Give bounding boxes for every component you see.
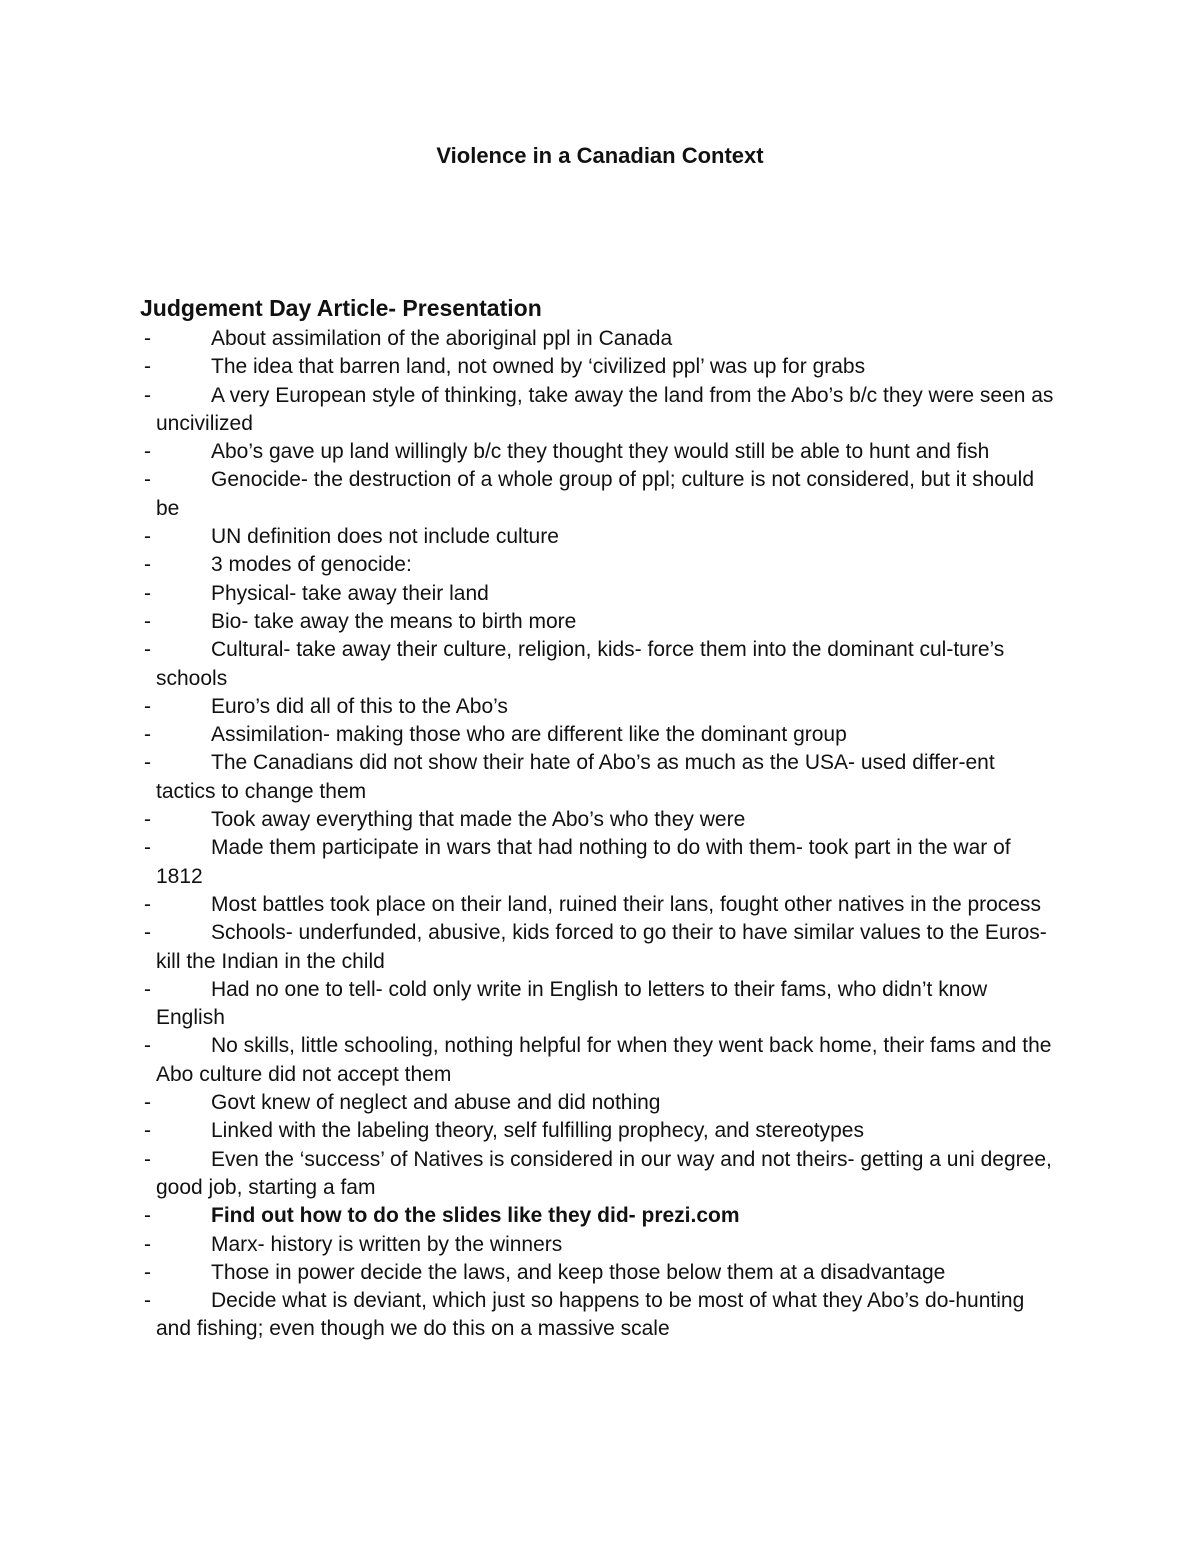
- bullet-dash: -: [144, 1289, 151, 1313]
- bullet-text: Even the ‘success’ of Natives is considered in our way and not theirs- getting a uni degree, good job, starting a fam: [156, 1147, 1052, 1199]
- bullet-text: The idea that barren land, not owned by ‘civilized ppl’ was up for grabs: [211, 355, 866, 379]
- bullet-text: Physical- take away their land: [211, 581, 489, 605]
- bullet-text: Decide what is deviant, which just so happens to be most of what they Abo’s do-hunting and fishing; even though we do this on a massive scale: [156, 1289, 1025, 1341]
- bullet-text: Most battles took place on their land, ruined their lans, fought other natives in the process: [211, 892, 1041, 916]
- bullet-text: Had no one to tell- cold only write in English to letters to their fams, who didn’t know English: [156, 977, 988, 1030]
- document-title: Violence in a Canadian Context: [436, 143, 764, 168]
- bullet-dash: -: [144, 609, 151, 633]
- bullet-item: [140, 523, 1060, 551]
- bullet-item: [140, 919, 1060, 976]
- bullet-item: [140, 1032, 1060, 1089]
- bullet-text: Find out how to do the slides like they did- prezi.com: [211, 1204, 740, 1228]
- bullet-dash: -: [144, 1119, 151, 1143]
- bullet-text: Assimilation- making those who are different like the dominant group: [211, 723, 847, 747]
- bullet-text: Linked with the labeling theory, self fulfilling prophecy, and stereotypes: [211, 1119, 864, 1143]
- bullet-item: [140, 466, 1060, 523]
- bullet-item: [140, 325, 1060, 353]
- bullet-text: UN definition does not include culture: [211, 525, 559, 549]
- bullet-item: [140, 1202, 1060, 1230]
- bullet-text: About assimilation of the aboriginal ppl in Canada: [211, 327, 673, 350]
- bullet-item: [140, 382, 1060, 439]
- bullet-text: Those in power decide the laws, and keep those below them at a disadvantage: [211, 1260, 946, 1284]
- bullet-text: Genocide- the destruction of a whole group of ppl; culture is not considered, but it should be: [156, 468, 1034, 520]
- bullet-text: Bio- take away the means to birth more: [211, 609, 577, 633]
- bullet-item: [140, 608, 1060, 636]
- bullet-item: [140, 636, 1060, 693]
- bullet-text: Cultural- take away their culture, religion, kids- force them into the dominant cul-ture’s schools: [156, 638, 1005, 690]
- bullet-item: [140, 891, 1060, 919]
- bullet-dash: -: [144, 977, 151, 1001]
- bullet-dash: -: [144, 694, 151, 718]
- bullet-dash: -: [144, 892, 151, 916]
- bullet-list: [140, 325, 1060, 1344]
- bullet-dash: -: [144, 1204, 151, 1228]
- bullet-dash: -: [144, 638, 151, 662]
- bullet-item: [140, 438, 1060, 466]
- bullet-dash: -: [144, 751, 151, 775]
- bullet-item: [140, 721, 1060, 749]
- bullet-text: Took away everything that made the Abo’s who they were: [211, 808, 746, 832]
- bullet-item: [140, 806, 1060, 834]
- bullet-dash: -: [144, 468, 151, 492]
- bullet-text: Marx- history is written by the winners: [211, 1232, 563, 1256]
- bullet-item: [140, 749, 1060, 806]
- bullet-dash: -: [144, 1091, 151, 1115]
- bullet-dash: -: [144, 1034, 151, 1058]
- bullet-dash: -: [144, 327, 151, 350]
- bullet-dash: -: [144, 1260, 151, 1284]
- bullet-dash: -: [144, 1147, 151, 1171]
- bullet-text: Schools- underfunded, abusive, kids forced to go their to have similar values to the Euros- kill the Indian in the child: [156, 921, 1047, 973]
- bullet-text: A very European style of thinking, take away the land from the Abo’s b/c they were seen as uncivilized: [156, 383, 1054, 435]
- bullet-dash: -: [144, 355, 151, 379]
- bullet-item: [140, 1231, 1060, 1259]
- bullet-item: [140, 353, 1060, 381]
- bullet-dash: -: [144, 808, 151, 832]
- bullet-item: [140, 580, 1060, 608]
- bullet-dash: -: [144, 581, 151, 605]
- bullet-item: [140, 1259, 1060, 1287]
- bullet-text: Euro’s did all of this to the Abo’s: [211, 694, 508, 718]
- bullet-text: The Canadians did not show their hate of Abo’s as much as the USA- used differ-ent tactics to change them: [156, 751, 995, 803]
- bullet-dash: -: [144, 921, 151, 945]
- bullet-dash: -: [144, 525, 151, 549]
- bullet-dash: -: [144, 1232, 151, 1256]
- bullet-item: [140, 976, 1060, 1033]
- bullet-item: [140, 693, 1060, 721]
- bullet-text: 3 modes of genocide:: [211, 553, 412, 577]
- bullet-dash: -: [144, 440, 151, 464]
- bullet-item: [140, 834, 1060, 891]
- bullet-dash: -: [144, 383, 151, 407]
- bullet-item: [140, 1117, 1060, 1145]
- bullet-item: [140, 1146, 1060, 1203]
- bullet-dash: -: [144, 723, 151, 747]
- bullet-item: [140, 551, 1060, 579]
- bullet-dash: -: [144, 836, 151, 860]
- bullet-text: Made them participate in wars that had nothing to do with them- took part in the war of 1812: [156, 836, 1011, 888]
- bullet-dash: -: [144, 553, 151, 577]
- bullet-text: No skills, little schooling, nothing helpful for when they went back home, their fams and the Abo culture did not accept them: [156, 1034, 1052, 1086]
- bullet-text: Abo’s gave up land willingly b/c they thought they would still be able to hunt and fish: [211, 440, 990, 464]
- section-heading: Judgement Day Article- Presentation: [140, 295, 542, 321]
- bullet-text: Govt knew of neglect and abuse and did nothing: [211, 1091, 661, 1115]
- bullet-item: [140, 1089, 1060, 1117]
- bullet-item: [140, 1287, 1060, 1344]
